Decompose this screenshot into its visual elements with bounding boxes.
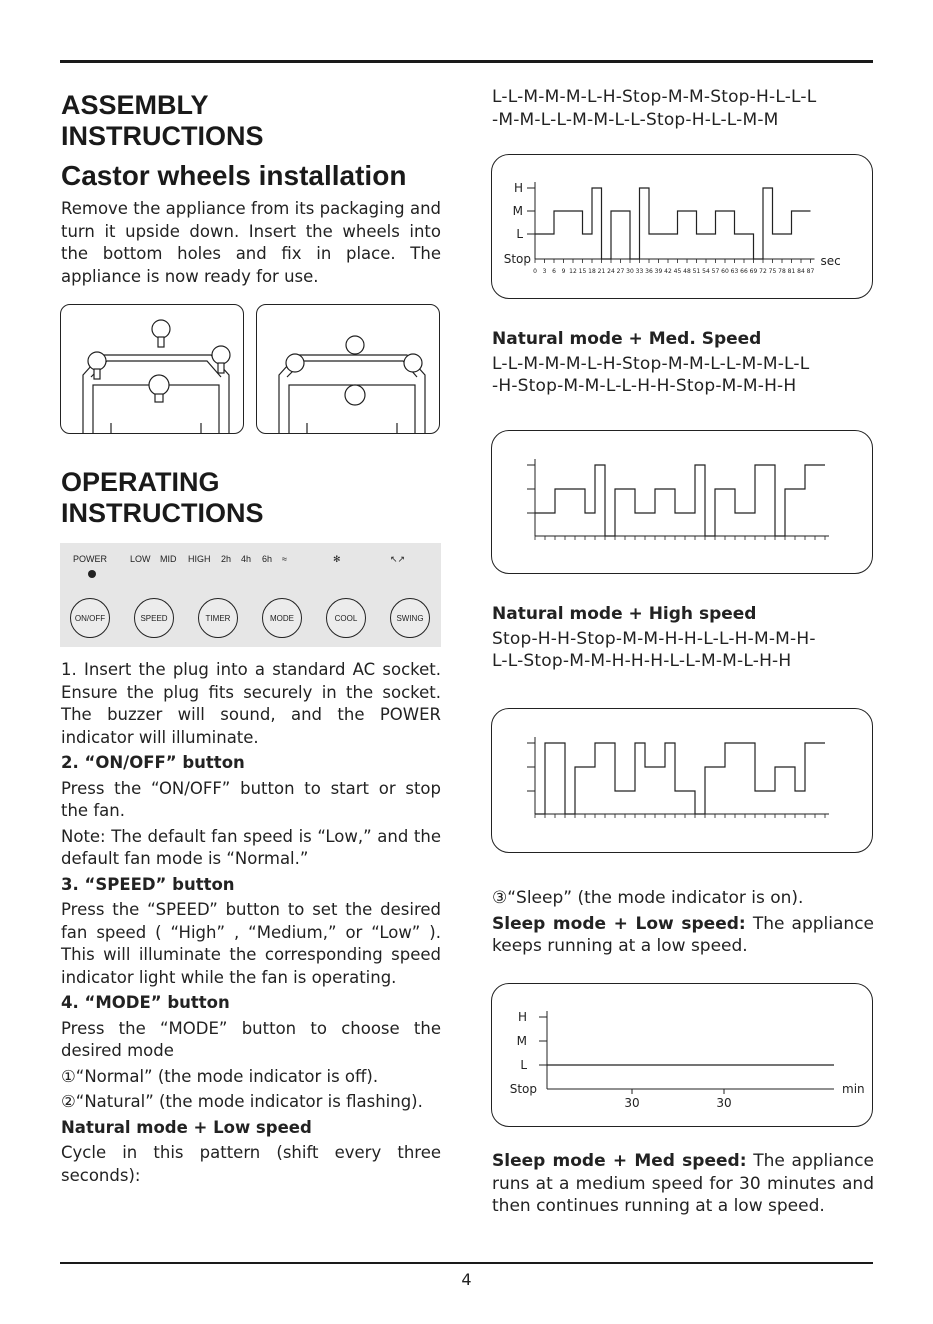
x-tick-label: 57 (711, 268, 720, 275)
x-tick-label: 75 (768, 268, 777, 275)
y-tick-label-stop: Stop (509, 1082, 537, 1096)
step2-note: Note: The default fan speed is “Low,” and the default fan mode is “Normal.” (61, 826, 441, 868)
x-tick-label: 15 (578, 268, 587, 275)
operating-section (61, 467, 441, 529)
x-tick-label: 48 (683, 268, 691, 275)
indicator-high: HIGH (188, 554, 211, 564)
power-label: POWER (73, 554, 108, 564)
x-tick-label: 87 (806, 268, 815, 275)
natural-low-chart (491, 154, 873, 299)
natural-high-chart (491, 708, 873, 853)
series-line (535, 188, 811, 259)
x-tick-label: 30 (716, 1096, 732, 1110)
x-tick-label: 81 (787, 268, 796, 275)
mode-natural: ②“Natural” (the mode indicator is flashing). (61, 1092, 423, 1111)
x-tick-label: 72 (759, 268, 767, 275)
control-panel (60, 543, 441, 647)
x-tick-label: 6 (552, 268, 556, 275)
x-tick-label: 54 (702, 268, 710, 275)
sleep-section (492, 887, 874, 958)
step3-body: Press the “SPEED” button to set the desired fan speed ( “High” , “Medium,” or “Low” ). This will illuminate the corresponding speed indicator light while the fan is operating. (61, 900, 441, 987)
sleep-low-chart-svg (492, 984, 871, 1125)
mode-normal: ①“Normal” (the mode indicator is off). (61, 1066, 379, 1086)
cool-button[interactable]: COOL (326, 598, 366, 638)
x-tick-label: 63 (730, 268, 739, 275)
series-line (535, 465, 825, 536)
assembly-title-line2: INSTRUCTIONS (61, 121, 264, 151)
step2-body: Press the “ON/OFF” button to start or stop the fan. (61, 778, 441, 820)
step2-heading: 2. “ON/OFF” button (61, 753, 245, 772)
indicator-mid: MID (160, 554, 177, 564)
y-tick-label-m: M (516, 1034, 527, 1048)
x-tick-label: 51 (692, 268, 701, 275)
mode-button[interactable]: MODE (262, 598, 302, 638)
x-tick-label: 42 (664, 268, 672, 275)
natural-med-sequence-line2: -H-Stop-M-M-L-L-H-H-Stop-M-M-H-H (492, 376, 797, 396)
x-tick-label: 30 (626, 268, 634, 275)
step1-text: 1. Insert the plug into a standard AC socket. Ensure the plug fits securely in the socket. The buzzer will sound, and the POWER indicator will illuminate. (61, 660, 441, 747)
series-line (535, 743, 825, 814)
x-tick-label: 9 (561, 268, 566, 275)
page-number: 4 (461, 1270, 472, 1289)
indicator-4h: 4h (241, 554, 252, 564)
operating-title-line2: INSTRUCTIONS (61, 498, 264, 528)
sleep-med-body: The appliance runs at a medium speed for 30 minutes and then continues running at a low speed. (492, 1151, 874, 1216)
x-tick-label: 24 (607, 268, 615, 275)
sleep-med-heading: Sleep mode + Med speed: (492, 1151, 747, 1171)
y-tick-label-l: L (520, 1058, 527, 1072)
top-rule (60, 60, 873, 63)
x-unit-label: min (842, 1082, 865, 1096)
natural-med-section (492, 328, 874, 398)
y-tick-label-h: H (513, 181, 523, 195)
x-tick-label: 78 (778, 268, 786, 275)
sleep-mode-line: ③“Sleep” (the mode indicator is on). (492, 888, 804, 908)
sleep-med-section (492, 1150, 874, 1218)
x-tick-label: 36 (645, 268, 653, 275)
wave-icon: ≈ (282, 554, 287, 564)
x-tick-label: 45 (673, 268, 682, 275)
natural-low-chart-svg (492, 155, 871, 297)
step4-body: Press the “MODE” button to choose the desired mode (61, 1018, 441, 1060)
x-tick-label: 21 (597, 268, 606, 275)
natural-high-sequence-line2: L-L-Stop-M-M-H-H-H-L-L-M-M-L-H-H (492, 651, 792, 671)
snowflake-icon: ✻ (333, 554, 341, 564)
assembly-title-line1: ASSEMBLY (61, 90, 209, 120)
x-tick-label: 33 (635, 268, 644, 275)
bottom-rule (60, 1262, 873, 1264)
natural-low-sequence-line1: L-L-M-M-M-L-H-Stop-M-M-Stop-H-L-L-L (492, 87, 817, 107)
natural-low-sequence-line2: -M-M-L-L-M-M-L-L-Stop-H-L-L-M-M (492, 109, 779, 130)
operating-title-line1: OPERATING (61, 467, 220, 497)
natural-med-sequence-line1: L-L-M-M-M-L-H-Stop-M-M-L-L-M-M-L-L (492, 353, 810, 374)
natural-high-heading: Natural mode + High speed (492, 604, 757, 624)
natural-low-heading: Natural mode + Low speed (61, 1117, 312, 1137)
castor-subtitle: Castor wheels installation (61, 160, 407, 191)
y-tick-label-m: M (512, 204, 523, 218)
step4-heading: 4. “MODE” button (61, 993, 230, 1012)
power-indicator-icon (88, 570, 96, 578)
indicator-low: LOW (130, 554, 151, 564)
x-unit-label: sec (820, 254, 841, 268)
y-tick-label-l: L (516, 227, 523, 241)
x-tick-label: 3 (542, 268, 547, 275)
x-tick-label: 60 (721, 268, 729, 275)
indicator-6h: 6h (262, 554, 273, 564)
x-tick-label: 27 (616, 268, 625, 275)
operating-steps (61, 659, 441, 1187)
natural-high-sequence-line1: Stop-H-H-Stop-M-M-H-H-L-L-H-M-M-H- (492, 628, 816, 649)
timer-button[interactable]: TIMER (198, 598, 238, 638)
sleep-med-text (492, 1150, 874, 1218)
x-tick-label: 18 (588, 268, 596, 275)
natural-high-section (492, 603, 874, 673)
speed-button[interactable]: SPEED (134, 598, 174, 638)
natural-med-chart-svg (492, 431, 871, 572)
indicator-2h: 2h (221, 554, 232, 564)
x-tick-label: 30 (624, 1096, 640, 1110)
assembly-section (61, 90, 441, 288)
assembly-body: Remove the appliance from its packaging and turn it upside down. Insert the wheels into the bottom holes and fix in place. The appliance is now ready for use. (61, 199, 441, 286)
x-tick-label: 39 (654, 268, 663, 275)
sleep-low-body: The appliance keeps running at a low speed. (492, 913, 874, 956)
x-tick-label: 84 (797, 268, 805, 275)
natural-med-heading: Natural mode + Med. Speed (492, 329, 762, 349)
on-off-button[interactable]: ON/OFF (70, 598, 110, 638)
swing-button[interactable]: SWING (390, 598, 430, 638)
step3-heading: 3. “SPEED” button (61, 874, 235, 894)
sleep-low-heading: Sleep mode + Low speed: (492, 913, 746, 934)
natural-high-chart-svg (492, 709, 871, 851)
x-tick-label: 69 (749, 268, 758, 275)
x-tick-label: 12 (569, 268, 577, 275)
y-tick-label-h: H (517, 1010, 527, 1024)
sleep-low-chart (491, 983, 873, 1127)
x-tick-label: 0 (533, 268, 537, 275)
x-tick-label: 66 (740, 268, 748, 275)
castor-illustration-1 (60, 304, 244, 434)
natural-low-sequence (492, 86, 874, 131)
y-tick-label-stop: Stop (503, 252, 531, 266)
natural-low-intro: Cycle in this pattern (shift every three seconds): (61, 1143, 441, 1185)
natural-med-chart (491, 430, 873, 574)
castor-illustration-2 (256, 304, 440, 434)
sleep-low-text (492, 913, 874, 958)
swing-arrows-icon: ↖↗ (390, 554, 406, 564)
